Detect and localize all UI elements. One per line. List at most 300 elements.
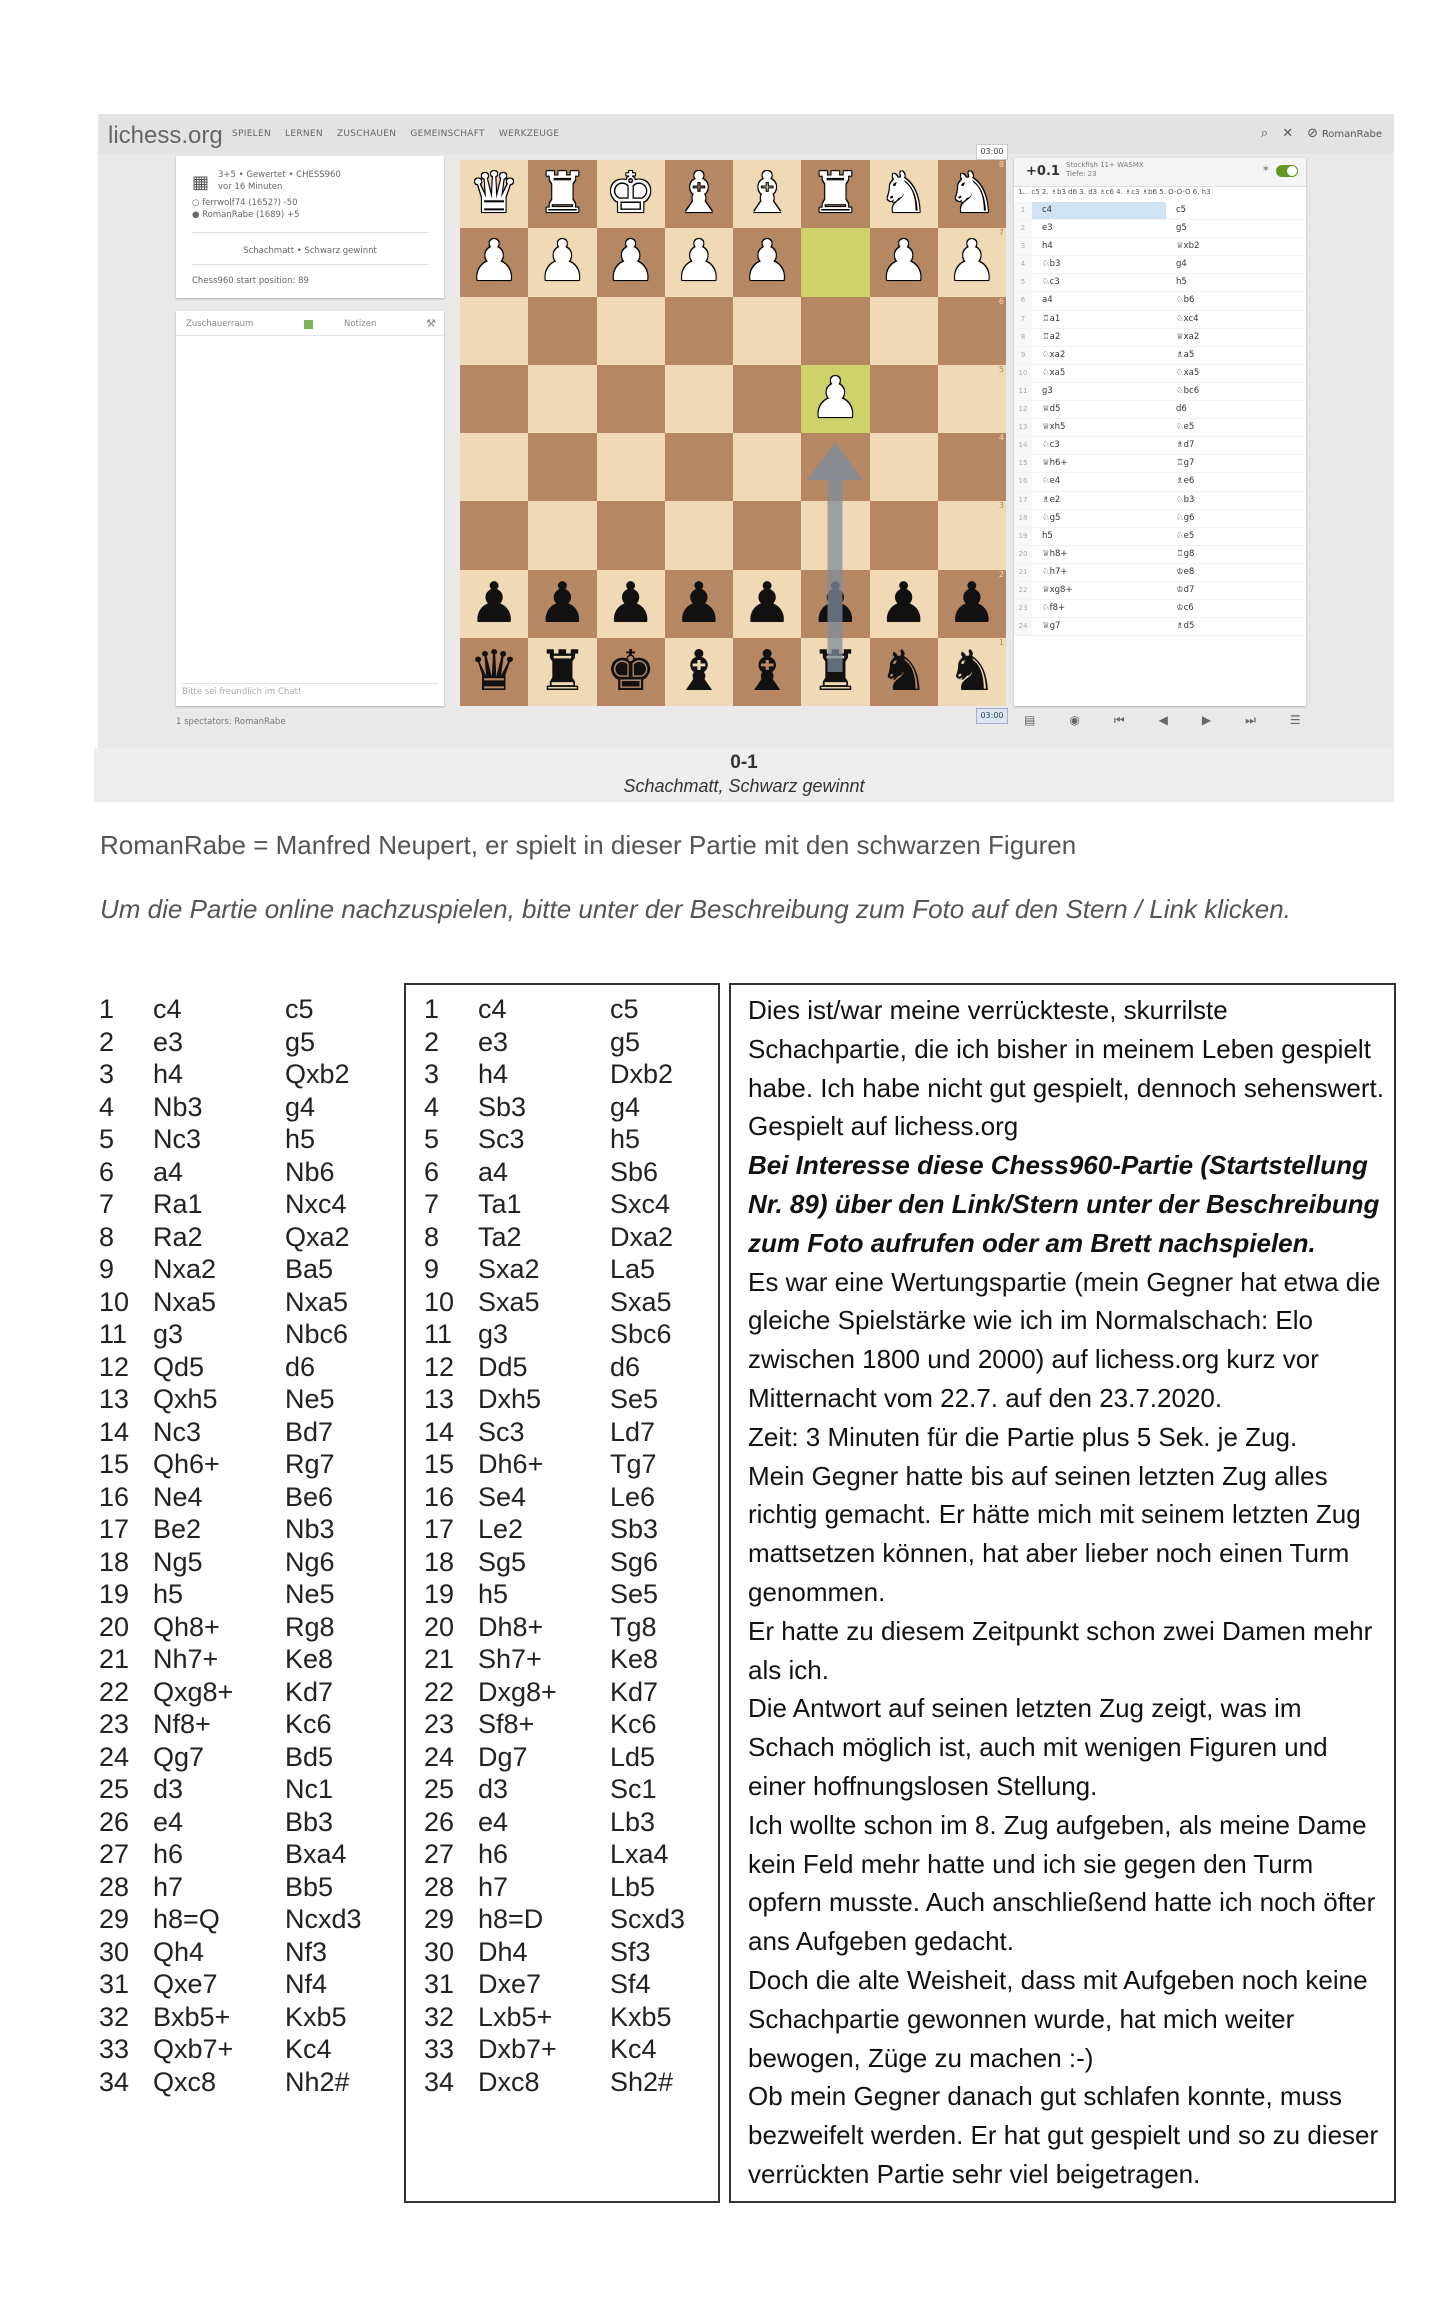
- black-piece[interactable]: ♝: [742, 638, 793, 704]
- black-move: h5: [610, 1124, 641, 1154]
- move-number: 15: [99, 1449, 130, 1479]
- board-square[interactable]: [870, 365, 938, 433]
- black-move[interactable]: ♘xc4: [1176, 313, 1199, 324]
- board-square[interactable]: [870, 638, 938, 706]
- board-square[interactable]: [938, 570, 1006, 638]
- move-row: [1014, 510, 1306, 528]
- board-square[interactable]: [938, 365, 1006, 433]
- move-number: 10: [99, 1286, 130, 1317]
- black-move[interactable]: ♘g6: [1176, 512, 1195, 523]
- white-move[interactable]: h5: [1042, 530, 1053, 541]
- move-row: [1014, 419, 1306, 437]
- white-move: Dh4: [478, 1936, 528, 1967]
- white-move[interactable]: ♕xh5: [1042, 422, 1066, 433]
- board-square[interactable]: [665, 365, 733, 433]
- white-move[interactable]: ♘xa2: [1042, 349, 1066, 360]
- black-piece[interactable]: ♟: [469, 570, 520, 636]
- board-square[interactable]: [460, 297, 528, 365]
- black-piece[interactable]: ♟: [537, 570, 588, 636]
- board-square[interactable]: [938, 160, 1006, 228]
- board-square[interactable]: [938, 228, 1006, 296]
- move-line: [424, 1026, 685, 1059]
- black-piece[interactable]: ♞: [946, 638, 997, 704]
- black-move: Sg6: [610, 1546, 659, 1577]
- black-move: Nf3: [285, 1936, 328, 1967]
- principal-variation[interactable]: 1... c5 2. ♗b3 d6 3. d3 ♗c6 4. ♗c3 ♗b6 5. O-O-O 6. h3: [1018, 188, 1211, 196]
- search-icon[interactable]: ⌕: [1260, 126, 1269, 141]
- board-square[interactable]: [460, 501, 528, 569]
- black-move[interactable]: ♘b3: [1176, 494, 1195, 505]
- black-piece[interactable]: ♞: [878, 638, 929, 704]
- black-move: Dxb2: [610, 1059, 674, 1089]
- black-move[interactable]: ♗e6: [1176, 476, 1195, 487]
- white-move: Nc3: [153, 1416, 202, 1447]
- white-move: h5: [153, 1579, 184, 1609]
- white-move[interactable]: g3: [1042, 385, 1053, 396]
- black-move[interactable]: ♗d5: [1176, 621, 1195, 632]
- white-piece[interactable]: ♟: [469, 229, 520, 295]
- white-move[interactable]: ♖a2: [1042, 331, 1061, 342]
- white-move[interactable]: c4: [1032, 202, 1166, 219]
- clock-top: 03:00: [976, 144, 1008, 160]
- black-move: Nh2#: [285, 2066, 350, 2097]
- board-square[interactable]: [870, 433, 938, 501]
- result-score: 0-1: [730, 752, 758, 773]
- black-move[interactable]: ♔e8: [1176, 566, 1195, 577]
- book-icon[interactable]: ▤: [1024, 713, 1036, 727]
- white-move[interactable]: ♘xa5: [1042, 367, 1066, 378]
- black-move: Tg8: [610, 1611, 657, 1642]
- white-piece[interactable]: ♟: [810, 365, 861, 431]
- black-move: Nf4: [285, 1969, 328, 1999]
- black-move: Lb3: [610, 1806, 656, 1837]
- board-square[interactable]: [870, 570, 938, 638]
- black-move[interactable]: ♖g8: [1176, 548, 1195, 559]
- board-square[interactable]: [733, 638, 801, 706]
- white-piece[interactable]: ♟: [878, 229, 929, 295]
- white-move: h5: [478, 1579, 509, 1609]
- board-square[interactable]: [733, 160, 801, 228]
- black-move[interactable]: ♔d7: [1176, 584, 1195, 595]
- white-move: Nxa5: [153, 1286, 217, 1317]
- black-move: Kc6: [610, 1709, 657, 1739]
- white-move[interactable]: ♗e2: [1042, 494, 1061, 505]
- white-move: Se4: [478, 1481, 527, 1512]
- black-piece[interactable]: ♟: [673, 570, 724, 636]
- black-move: Rg8: [285, 1611, 335, 1642]
- white-move: Qxe7: [153, 1969, 218, 1999]
- white-move: Nh7+: [153, 1644, 219, 1674]
- white-move: Nb3: [153, 1091, 203, 1122]
- white-piece[interactable]: ♞: [946, 161, 997, 227]
- board-square[interactable]: [460, 570, 528, 638]
- board-square[interactable]: [597, 638, 665, 706]
- board-square[interactable]: [665, 228, 733, 296]
- white-move: Le2: [478, 1514, 524, 1544]
- black-move[interactable]: ♘e5: [1176, 530, 1195, 541]
- white-move[interactable]: ♘f8+: [1042, 603, 1066, 614]
- board-square[interactable]: [665, 297, 733, 365]
- white-move: Sg5: [478, 1546, 527, 1577]
- black-move[interactable]: d6: [1176, 404, 1187, 415]
- move-line: [424, 1123, 685, 1156]
- white-move[interactable]: e3: [1042, 223, 1053, 234]
- engine-toggle[interactable]: [1276, 165, 1298, 177]
- rank-label: 5: [998, 364, 1004, 374]
- white-move[interactable]: a4: [1042, 295, 1053, 306]
- black-move[interactable]: ♖g7: [1176, 458, 1195, 469]
- move-number: 20: [99, 1611, 130, 1642]
- game-type-icon: ▦: [192, 172, 210, 193]
- board-square[interactable]: [870, 228, 938, 296]
- chess-board[interactable]: [460, 160, 1006, 706]
- black-move: Ke8: [285, 1644, 334, 1674]
- black-move[interactable]: ♘b6: [1176, 295, 1195, 306]
- menu-icon[interactable]: ☰: [1289, 713, 1301, 727]
- board-square[interactable]: [460, 433, 528, 501]
- move-line: [424, 1416, 685, 1449]
- move-line: [424, 1611, 685, 1644]
- last-move-button[interactable]: ⏭: [1245, 712, 1256, 727]
- board-square[interactable]: [801, 638, 869, 706]
- board-square[interactable]: [460, 228, 528, 296]
- white-piece[interactable]: ♟: [537, 229, 588, 295]
- board-square[interactable]: [733, 570, 801, 638]
- move-number: 19: [99, 1579, 130, 1609]
- board-square[interactable]: [733, 501, 801, 569]
- black-move: Ne5: [285, 1579, 335, 1609]
- move-line: [99, 993, 362, 1026]
- chat-input[interactable]: Bitte sei freundlich im Chat!: [182, 683, 438, 700]
- move-number: 34: [99, 2066, 130, 2097]
- board-square[interactable]: [528, 160, 596, 228]
- rank-label: 7: [998, 228, 1004, 238]
- white-move: Sxa5: [478, 1286, 540, 1317]
- board-square[interactable]: [870, 501, 938, 569]
- description-paragraph: Ob mein Gegner danach gut schlafen konnte, muss bezweifelt werden. Er hat gut gespielt und so zu dieser verrückten Partie sehr viel beigetragen.: [748, 2081, 1379, 2189]
- white-move: Dh8+: [478, 1611, 544, 1642]
- black-move: Nxc4: [285, 1189, 347, 1219]
- game-description: [748, 991, 1388, 2194]
- white-piece[interactable]: ♜: [537, 161, 588, 227]
- white-move: Qh6+: [153, 1449, 220, 1479]
- board-square[interactable]: [938, 433, 1006, 501]
- board-square[interactable]: [597, 365, 665, 433]
- black-move: Nb3: [285, 1514, 335, 1544]
- white-move[interactable]: h4: [1042, 241, 1053, 252]
- black-move: Bb3: [285, 1806, 334, 1837]
- white-piece[interactable]: ♟: [742, 229, 793, 295]
- board-square[interactable]: [870, 160, 938, 228]
- move-line: [424, 1871, 685, 1904]
- move-number: 20: [1014, 546, 1032, 563]
- move-number: 13: [1014, 419, 1032, 436]
- white-move[interactable]: ♘g5: [1042, 512, 1061, 523]
- move-line: [99, 1773, 362, 1806]
- black-move: Kc6: [285, 1709, 332, 1739]
- move-number: 32: [424, 2001, 455, 2032]
- board-square[interactable]: [938, 501, 1006, 569]
- move-number: 33: [424, 2034, 455, 2064]
- black-piece[interactable]: ♟: [946, 570, 997, 636]
- black-move[interactable]: ♕xa2: [1176, 331, 1200, 342]
- board-square[interactable]: [733, 433, 801, 501]
- move-number: 23: [1014, 600, 1032, 617]
- white-move[interactable]: ♘b3: [1042, 259, 1061, 270]
- black-move: Bd7: [285, 1416, 334, 1447]
- black-move: Lxa4: [610, 1839, 669, 1869]
- next-move-button[interactable]: ▶: [1201, 713, 1212, 727]
- black-move[interactable]: c5: [1176, 205, 1187, 215]
- prev-move-button[interactable]: ◀: [1158, 713, 1168, 727]
- black-move[interactable]: ♘bc6: [1176, 385, 1200, 396]
- move-line: [99, 1123, 362, 1156]
- black-piece[interactable]: ♝: [673, 638, 724, 704]
- black-move[interactable]: h5: [1176, 277, 1187, 288]
- white-move[interactable]: ♕xg8+: [1042, 584, 1073, 595]
- white-move: h7: [153, 1871, 184, 1902]
- board-square[interactable]: [597, 160, 665, 228]
- board-square[interactable]: [460, 365, 528, 433]
- board-square[interactable]: [801, 160, 869, 228]
- board-square[interactable]: [665, 638, 733, 706]
- mute-icon[interactable]: ⊘: [1307, 126, 1318, 141]
- nav-tools[interactable]: WERKZEUGE: [498, 129, 560, 139]
- move-line: [424, 1058, 685, 1091]
- move-number: 18: [99, 1546, 130, 1577]
- board-square[interactable]: [597, 570, 665, 638]
- move-number: 14: [99, 1416, 130, 1447]
- move-row: [1014, 492, 1306, 510]
- board-square[interactable]: [460, 638, 528, 706]
- move-line: [99, 1708, 362, 1741]
- wrench-icon[interactable]: ⚒: [426, 317, 436, 330]
- white-move[interactable]: ♕h6+: [1042, 458, 1068, 469]
- white-move: Dh6+: [478, 1449, 544, 1479]
- board-square[interactable]: [665, 160, 733, 228]
- close-icon[interactable]: ✕: [1282, 126, 1294, 141]
- white-move: d3: [478, 1774, 509, 1804]
- tab-spectator-room[interactable]: Zuschauerraum: [186, 319, 254, 329]
- move-number: 9: [99, 1254, 115, 1284]
- move-line: [99, 1058, 362, 1091]
- board-square[interactable]: [870, 297, 938, 365]
- white-move: Dxe7: [478, 1969, 542, 1999]
- nav-community[interactable]: GEMEINSCHAFT: [410, 129, 485, 139]
- move-number: 22: [424, 1676, 455, 1707]
- white-piece[interactable]: ♟: [605, 229, 656, 295]
- board-square[interactable]: [733, 365, 801, 433]
- white-piece[interactable]: ♝: [673, 161, 724, 227]
- move-number: 2: [424, 1026, 440, 1057]
- board-square[interactable]: [733, 228, 801, 296]
- black-piece[interactable]: ♛: [469, 638, 520, 704]
- board-square[interactable]: [665, 433, 733, 501]
- board-square[interactable]: [528, 570, 596, 638]
- white-move[interactable]: ♖a1: [1042, 313, 1061, 324]
- navigation-controls: [1014, 706, 1306, 734]
- move-number: 25: [99, 1774, 130, 1804]
- move-line: [99, 1643, 362, 1676]
- replay-hint: Um die Partie online nachzuspielen, bitte unter der Beschreibung zum Foto auf den Stern / Link klicken.: [100, 894, 1291, 924]
- user-menu[interactable]: RomanRabe: [1321, 129, 1382, 140]
- white-move[interactable]: ♘c3: [1042, 277, 1060, 288]
- black-move[interactable]: ♗d7: [1176, 440, 1195, 451]
- move-number: 13: [99, 1384, 130, 1414]
- board-square[interactable]: [801, 228, 869, 296]
- move-line: [99, 1871, 362, 1904]
- white-move[interactable]: ♘e4: [1042, 476, 1061, 487]
- black-move[interactable]: ♗a5: [1176, 349, 1195, 360]
- black-piece[interactable]: ♟: [605, 570, 656, 636]
- move-number: 21: [424, 1644, 455, 1674]
- white-move[interactable]: ♕g7: [1042, 621, 1061, 632]
- white-move[interactable]: ♕h8+: [1042, 548, 1068, 559]
- move-number: 2: [1014, 220, 1032, 237]
- move-number: 12: [99, 1351, 130, 1382]
- white-move: e3: [478, 1026, 509, 1057]
- site-logo[interactable]: lichess.org: [108, 122, 223, 149]
- board-square[interactable]: [528, 501, 596, 569]
- white-move: Dxb7+: [478, 2034, 557, 2064]
- board-square[interactable]: [801, 501, 869, 569]
- white-piece[interactable]: ♚: [605, 161, 656, 227]
- white-piece[interactable]: ♛: [469, 161, 520, 227]
- white-piece[interactable]: ♝: [742, 161, 793, 227]
- white-piece[interactable]: ♟: [673, 229, 724, 295]
- black-move[interactable]: ♘xa5: [1176, 367, 1200, 378]
- white-move: Sc3: [478, 1416, 525, 1447]
- white-move: h4: [478, 1059, 509, 1089]
- black-piece[interactable]: ♟: [878, 570, 929, 636]
- nav-learn[interactable]: LERNEN: [285, 129, 323, 139]
- board-square[interactable]: [801, 570, 869, 638]
- move-number: 9: [1014, 347, 1032, 364]
- white-move: h6: [478, 1839, 509, 1869]
- board-square[interactable]: [938, 638, 1006, 706]
- move-number: 30: [99, 1936, 130, 1967]
- white-piece[interactable]: ♜: [810, 161, 861, 227]
- move-number: 23: [424, 1709, 455, 1739]
- black-piece[interactable]: ♜: [537, 638, 588, 704]
- move-line: [424, 1676, 685, 1709]
- black-move[interactable]: g4: [1176, 259, 1187, 270]
- board-square[interactable]: [460, 160, 528, 228]
- move-line: [99, 2001, 362, 2034]
- board-square[interactable]: [597, 297, 665, 365]
- black-move: Kxb5: [285, 2001, 347, 2032]
- move-number: 19: [1014, 528, 1032, 545]
- black-move: Rg7: [285, 1449, 335, 1479]
- white-move: Qxg8+: [153, 1676, 234, 1707]
- move-number: 3: [99, 1059, 115, 1089]
- engine-depth: Tiefe: 23: [1066, 170, 1097, 178]
- white-move[interactable]: ♘h7+: [1042, 566, 1068, 577]
- black-piece[interactable]: ♟: [742, 570, 793, 636]
- black-move: g5: [285, 1026, 316, 1057]
- move-line: [99, 1806, 362, 1839]
- black-move: Se5: [610, 1384, 659, 1414]
- board-square[interactable]: [665, 501, 733, 569]
- move-line: [99, 2033, 362, 2066]
- white-piece[interactable]: ♞: [878, 161, 929, 227]
- move-line: [424, 1513, 685, 1546]
- black-move[interactable]: ♘e5: [1176, 422, 1195, 433]
- board-square[interactable]: [733, 297, 801, 365]
- white-move: Bxb5+: [153, 2001, 231, 2032]
- board-square[interactable]: [528, 638, 596, 706]
- black-piece[interactable]: ♚: [605, 638, 656, 704]
- move-line: [99, 1481, 362, 1514]
- board-square[interactable]: [597, 433, 665, 501]
- white-piece[interactable]: ♟: [946, 229, 997, 295]
- first-move-button[interactable]: ⏮: [1113, 712, 1125, 727]
- white-move: g3: [478, 1319, 509, 1349]
- black-player[interactable]: ● RomanRabe (1689) +5: [192, 210, 300, 220]
- black-piece[interactable]: ♟: [810, 570, 861, 636]
- black-move[interactable]: ♕xb2: [1176, 241, 1200, 252]
- move-number: 29: [99, 1904, 130, 1934]
- board-square[interactable]: [665, 570, 733, 638]
- board-square[interactable]: [597, 501, 665, 569]
- white-move: e4: [153, 1806, 184, 1837]
- board-square[interactable]: [528, 228, 596, 296]
- nav-watch[interactable]: ZUSCHAUEN: [336, 129, 397, 139]
- white-move: Dxc8: [478, 2066, 540, 2097]
- top-navigation-bar: [98, 114, 1394, 154]
- board-square[interactable]: [801, 297, 869, 365]
- move-number: 28: [424, 1871, 455, 1902]
- game-type: 3+5 • Gewertet • CHESS960: [218, 170, 341, 180]
- move-row: [1014, 528, 1306, 546]
- black-move: Nxa5: [285, 1286, 349, 1317]
- board-square[interactable]: [597, 228, 665, 296]
- white-player[interactable]: ○ ferrwolf74 (1652?) -50: [192, 198, 298, 208]
- chat-toggle[interactable]: [304, 320, 313, 329]
- board-square[interactable]: [801, 365, 869, 433]
- move-number: 8: [1014, 329, 1032, 346]
- move-number: 26: [99, 1806, 130, 1837]
- black-piece[interactable]: ♜: [810, 638, 861, 704]
- board-square[interactable]: [528, 433, 596, 501]
- move-number: 15: [1014, 455, 1032, 472]
- target-icon[interactable]: ◉: [1069, 713, 1080, 727]
- board-square[interactable]: [528, 365, 596, 433]
- nav-play[interactable]: SPIELEN: [232, 129, 272, 139]
- rank-label: 2: [998, 569, 1004, 579]
- move-number: 18: [1014, 510, 1032, 527]
- black-move: Le6: [610, 1481, 656, 1512]
- black-move[interactable]: g5: [1176, 223, 1187, 234]
- white-move: h8=Q: [153, 1904, 220, 1934]
- white-move[interactable]: ♕d5: [1042, 404, 1061, 415]
- tab-notes[interactable]: Notizen: [344, 319, 377, 329]
- black-move[interactable]: ♔c6: [1176, 603, 1194, 614]
- move-table-english: [99, 993, 362, 2098]
- board-square[interactable]: [801, 433, 869, 501]
- board-square[interactable]: [528, 297, 596, 365]
- black-move: Bxa4: [285, 1839, 347, 1869]
- move-number: 10: [1014, 365, 1032, 382]
- black-move: Kd7: [610, 1676, 659, 1707]
- engine-info: [1066, 161, 1144, 179]
- settings-icon[interactable]: ✶: [1261, 164, 1270, 175]
- move-number: 21: [99, 1644, 130, 1674]
- black-move: Sb6: [610, 1156, 659, 1187]
- black-move: Tg7: [610, 1449, 657, 1479]
- board-square[interactable]: [938, 297, 1006, 365]
- white-move[interactable]: ♘c3: [1042, 440, 1060, 451]
